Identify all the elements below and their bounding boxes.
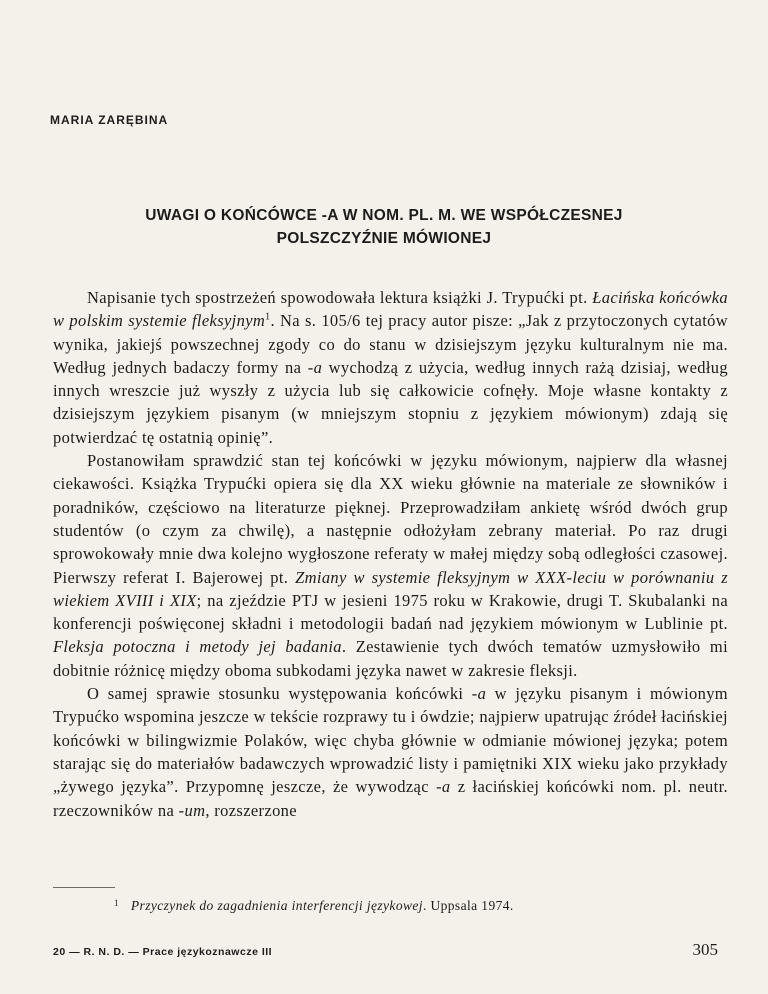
footnote-divider	[53, 887, 115, 888]
ending-italic: -um	[178, 800, 206, 820]
title-line-2: POLSZCZYŹNIE MÓWIONEJ	[276, 230, 492, 247]
paragraph-1	[53, 286, 728, 449]
paper-title-italic: Fleksja potoczna i metody jej badania	[53, 637, 342, 657]
footnote	[114, 898, 734, 914]
signature-line: 20 — R. N. D. — Prace językoznawcze III	[53, 946, 273, 958]
text-run: ; na zjeździe PTJ w jesieni 1975 roku w Krakowie, drugi T. Skubalanki na konferencji poświęconej składni i metodologii badań nad językiem mówionym w Lublinie pt.	[53, 590, 728, 634]
ending-italic: -a	[471, 684, 487, 704]
text-run: Napisanie tych spostrzeżeń spowodowała lektura książki J. Trypućki pt.	[87, 288, 593, 307]
text-run: Postanowiłam sprawdzić stan tej końcówki w języku mówionym, najpierw dla własnej ciekawości. Książka Trypućki opiera się dla XX wieku głównie na materiale ze słowników i poradników, częściowo na literaturze pięknej. Przeprowadziłam ankietę wśród dwóch grup studentów (o czym za chwilę), a następnie odłożyłam zebrany materiał. Po raz drugi sprowokowały mnie dwa kolejno wygłoszone referaty w małej między sobą odległości czasowej. Pierwszy referat I. Bajerowej pt.	[53, 451, 728, 587]
page-number: 305	[692, 940, 718, 959]
article-body	[53, 286, 728, 822]
text-run: w języku pisanym i mówionym Trypućko wspomina jeszcze w tekście rozprawy tu i ówdzie; najpierw upatrując źródeł łacińskiej końcówki w bilingwizmie Polaków, więc chyba głównie w odmianie mówionej języka; potem starając się do materiałów badawczych wprowadzić listy i pamiętniki XIX wieku jako przykłady „żywego języka”. Przypomnę jeszcze, że wywodząc	[53, 684, 728, 797]
ending-italic: -a	[436, 777, 451, 797]
book-title-italic: Łacińska końcówka w polskim systemie fleksyjnym	[53, 288, 728, 331]
footnote-text: . Uppsala 1974.	[422, 898, 514, 913]
footnote-mark: 1	[114, 898, 119, 908]
paper-title-italic: Zmiany w systemie fleksyjnym w XXX-leciu w porównaniu z wiekiem XVIII i XIX	[53, 567, 729, 610]
author-name: MARIA ZARĘBINA	[50, 113, 169, 127]
text-run: . Na s. 105/6 tej pracy autor pisze: „Jak z przytoczonych cytatów wynika, jakiejś powszechnej zgody co do stanu w dzisiejszym języku kulturalnym nie ma. Według jednych badaczy formy na	[53, 311, 729, 377]
title-line-1: UWAGI O KOŃCÓWCE -A W NOM. PL. M. WE WSPÓŁCZESNEJ	[145, 207, 623, 224]
text-run: wychodzą z użycia, według innych rażą dzisiaj, według innych wreszcie już wyszły z użycia lub się całkowicie cofnęły. Moje własne kontakty z dzisiejszym językiem pisanym (w mniejszym stopniu z językiem mówionym) zdają się potwierdzać tę ostatnią opinię”.	[53, 357, 728, 447]
text-run: . Zestawienie tych dwóch tematów uzmysłowiło mi dobitnie różnicę między oboma subkodami języka nawet w zakresie fleksji.	[53, 637, 728, 680]
text-run: , rozszerzone	[205, 800, 297, 820]
footnote-reference: 1	[265, 311, 271, 323]
text-run: z łacińskiej końcówki nom. pl. neutr. rzeczowników na	[53, 777, 728, 820]
footnote-title-italic: Przyczynek do zagadnienia interferencji językowej	[130, 898, 423, 913]
paragraph-3	[53, 682, 728, 822]
article-title	[40, 204, 728, 250]
paragraph-2	[53, 449, 728, 682]
ending-italic: -a	[307, 357, 323, 377]
text-run: O samej sprawie stosunku występowania końcówki	[87, 684, 472, 704]
